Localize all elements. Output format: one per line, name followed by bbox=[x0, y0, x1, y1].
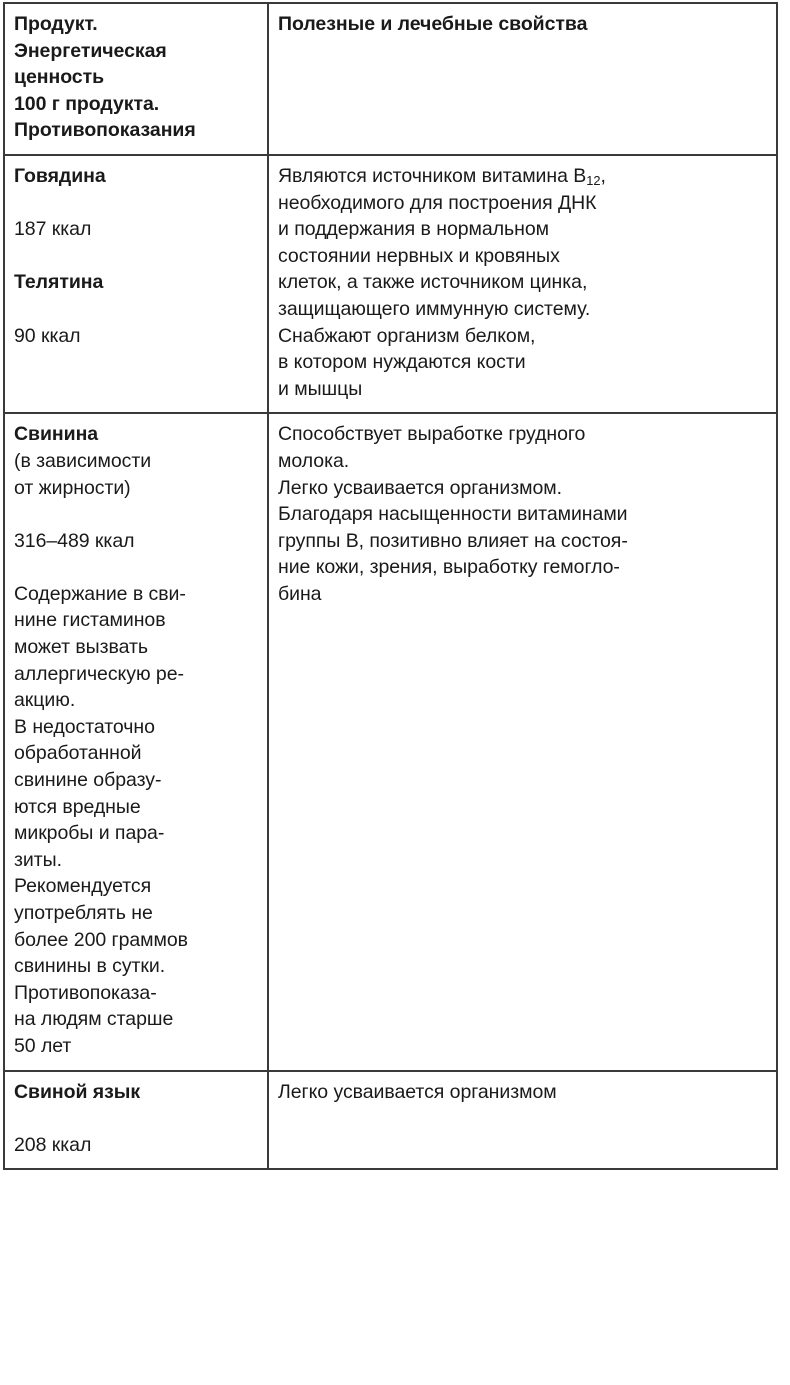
product-energy-pork: 316–489 ккал bbox=[14, 529, 135, 552]
contraindication-line: может вызвать bbox=[14, 636, 148, 659]
contraindication-line: акцию. bbox=[14, 689, 76, 712]
product-name-beef: Говядина bbox=[14, 164, 106, 187]
cell-product-pork-tongue bbox=[4, 1071, 268, 1170]
cell-benefits-pork bbox=[268, 413, 777, 1070]
contraindication-line: нине гистаминов bbox=[14, 609, 166, 632]
vertical-spacer bbox=[14, 501, 258, 528]
header-benefits-text bbox=[278, 11, 767, 38]
vertical-spacer bbox=[14, 554, 258, 581]
contraindication-line: свинины в сутки. bbox=[14, 955, 166, 978]
benefits-line: и мышцы bbox=[278, 377, 363, 400]
table-header-row bbox=[4, 3, 777, 155]
benefits-line: Легко усваивается организмом. bbox=[278, 476, 562, 499]
product-name-pork-tongue: Свиной язык bbox=[14, 1080, 141, 1103]
contraindication-line: употреблять не bbox=[14, 902, 153, 924]
product-energy-pork-tongue: 208 ккал bbox=[14, 1133, 92, 1156]
contraindication-line: В недостаточно bbox=[14, 715, 155, 738]
contraindication-line: обработанной bbox=[14, 742, 142, 765]
benefits-line: в котором нуждаются кости bbox=[278, 351, 526, 374]
header-product-line: Противопоказания bbox=[14, 119, 196, 142]
benefits-line: состоянии нервных и кровяных bbox=[278, 244, 560, 267]
header-product-line: ценность bbox=[14, 66, 105, 89]
cell-product-pork bbox=[4, 413, 268, 1070]
benefits-line: бина bbox=[278, 582, 322, 605]
header-product-line: Энергетическая bbox=[14, 39, 167, 62]
benefits-line: необходимого для построения ДНК bbox=[278, 191, 597, 214]
cell-product-beef-veal bbox=[4, 155, 268, 413]
vertical-spacer bbox=[14, 190, 258, 217]
product-pork-qualifier: от жирности) bbox=[14, 476, 131, 499]
product-pork-text bbox=[14, 421, 258, 1059]
table-row bbox=[4, 413, 777, 1070]
contraindication-line: микробы и пара- bbox=[14, 822, 165, 845]
vertical-spacer bbox=[14, 243, 258, 270]
product-energy-veal: 90 ккал bbox=[14, 324, 81, 347]
contraindication-line: 50 лет bbox=[14, 1034, 72, 1057]
benefits-line: Снабжают организм белком, bbox=[278, 324, 536, 347]
benefits-line: группы В, позитивно влияет на состоя- bbox=[278, 529, 628, 552]
benefits-line: ние кожи, зрения, выработку гемогло- bbox=[278, 556, 620, 579]
contraindication-line: более 200 граммов bbox=[14, 928, 188, 951]
benefits-pork-text bbox=[278, 421, 767, 607]
product-beef-veal-text bbox=[14, 163, 258, 349]
vertical-spacer bbox=[14, 296, 258, 323]
cell-benefits-beef-veal bbox=[268, 155, 777, 413]
benefits-line: Являются источником витамина $B_{12}$, bbox=[278, 164, 606, 188]
product-pork-qualifier: (в зависимости bbox=[14, 449, 152, 472]
contraindication-line: ются вредные bbox=[14, 795, 141, 818]
contraindication-line: зиты. bbox=[14, 848, 62, 871]
cell-benefits-pork-tongue bbox=[268, 1071, 777, 1170]
benefits-pork-tongue-text bbox=[278, 1079, 767, 1106]
header-cell-product bbox=[4, 3, 268, 155]
header-benefits-line: Полезные и лечебные свойства bbox=[278, 13, 588, 35]
contraindication-line: Противопоказа- bbox=[14, 981, 157, 1004]
contraindication-line: свинине образу- bbox=[14, 769, 162, 792]
product-pork-tongue-text bbox=[14, 1079, 258, 1159]
product-name-pork: Свинина bbox=[14, 423, 99, 446]
contraindication-line: аллергическую ре- bbox=[14, 662, 184, 685]
header-product-line: 100 г продукта. bbox=[14, 92, 160, 115]
benefits-line: молока. bbox=[278, 449, 350, 472]
benefits-line: защищающего иммунную систему. bbox=[278, 297, 591, 320]
vitamin-b12-subscript: 12 bbox=[586, 172, 601, 188]
benefits-line: клеток, а также источником цинка, bbox=[278, 271, 588, 294]
benefits-line: и поддержания в нормальном bbox=[278, 218, 550, 241]
product-name-veal: Телятина bbox=[14, 271, 104, 294]
product-energy-beef: 187 ккал bbox=[14, 218, 92, 241]
header-product-text bbox=[14, 11, 258, 144]
benefits-line: Легко усваивается организмом bbox=[278, 1080, 557, 1103]
table-row bbox=[4, 155, 777, 413]
nutrition-properties-table bbox=[3, 2, 778, 1170]
contraindication-line: Рекомендуется bbox=[14, 875, 152, 898]
benefits-line: Благодаря насыщенности витаминами bbox=[278, 503, 628, 526]
table-row bbox=[4, 1071, 777, 1170]
vertical-spacer bbox=[14, 1105, 258, 1132]
contraindication-line: на людям старше bbox=[14, 1008, 174, 1031]
benefits-beef-veal-text bbox=[278, 163, 767, 402]
header-cell-benefits bbox=[268, 3, 777, 155]
benefits-line: Способствует выработке грудного bbox=[278, 423, 586, 446]
contraindication-line: Содержание в сви- bbox=[14, 582, 186, 605]
header-product-line: Продукт. bbox=[14, 13, 98, 35]
